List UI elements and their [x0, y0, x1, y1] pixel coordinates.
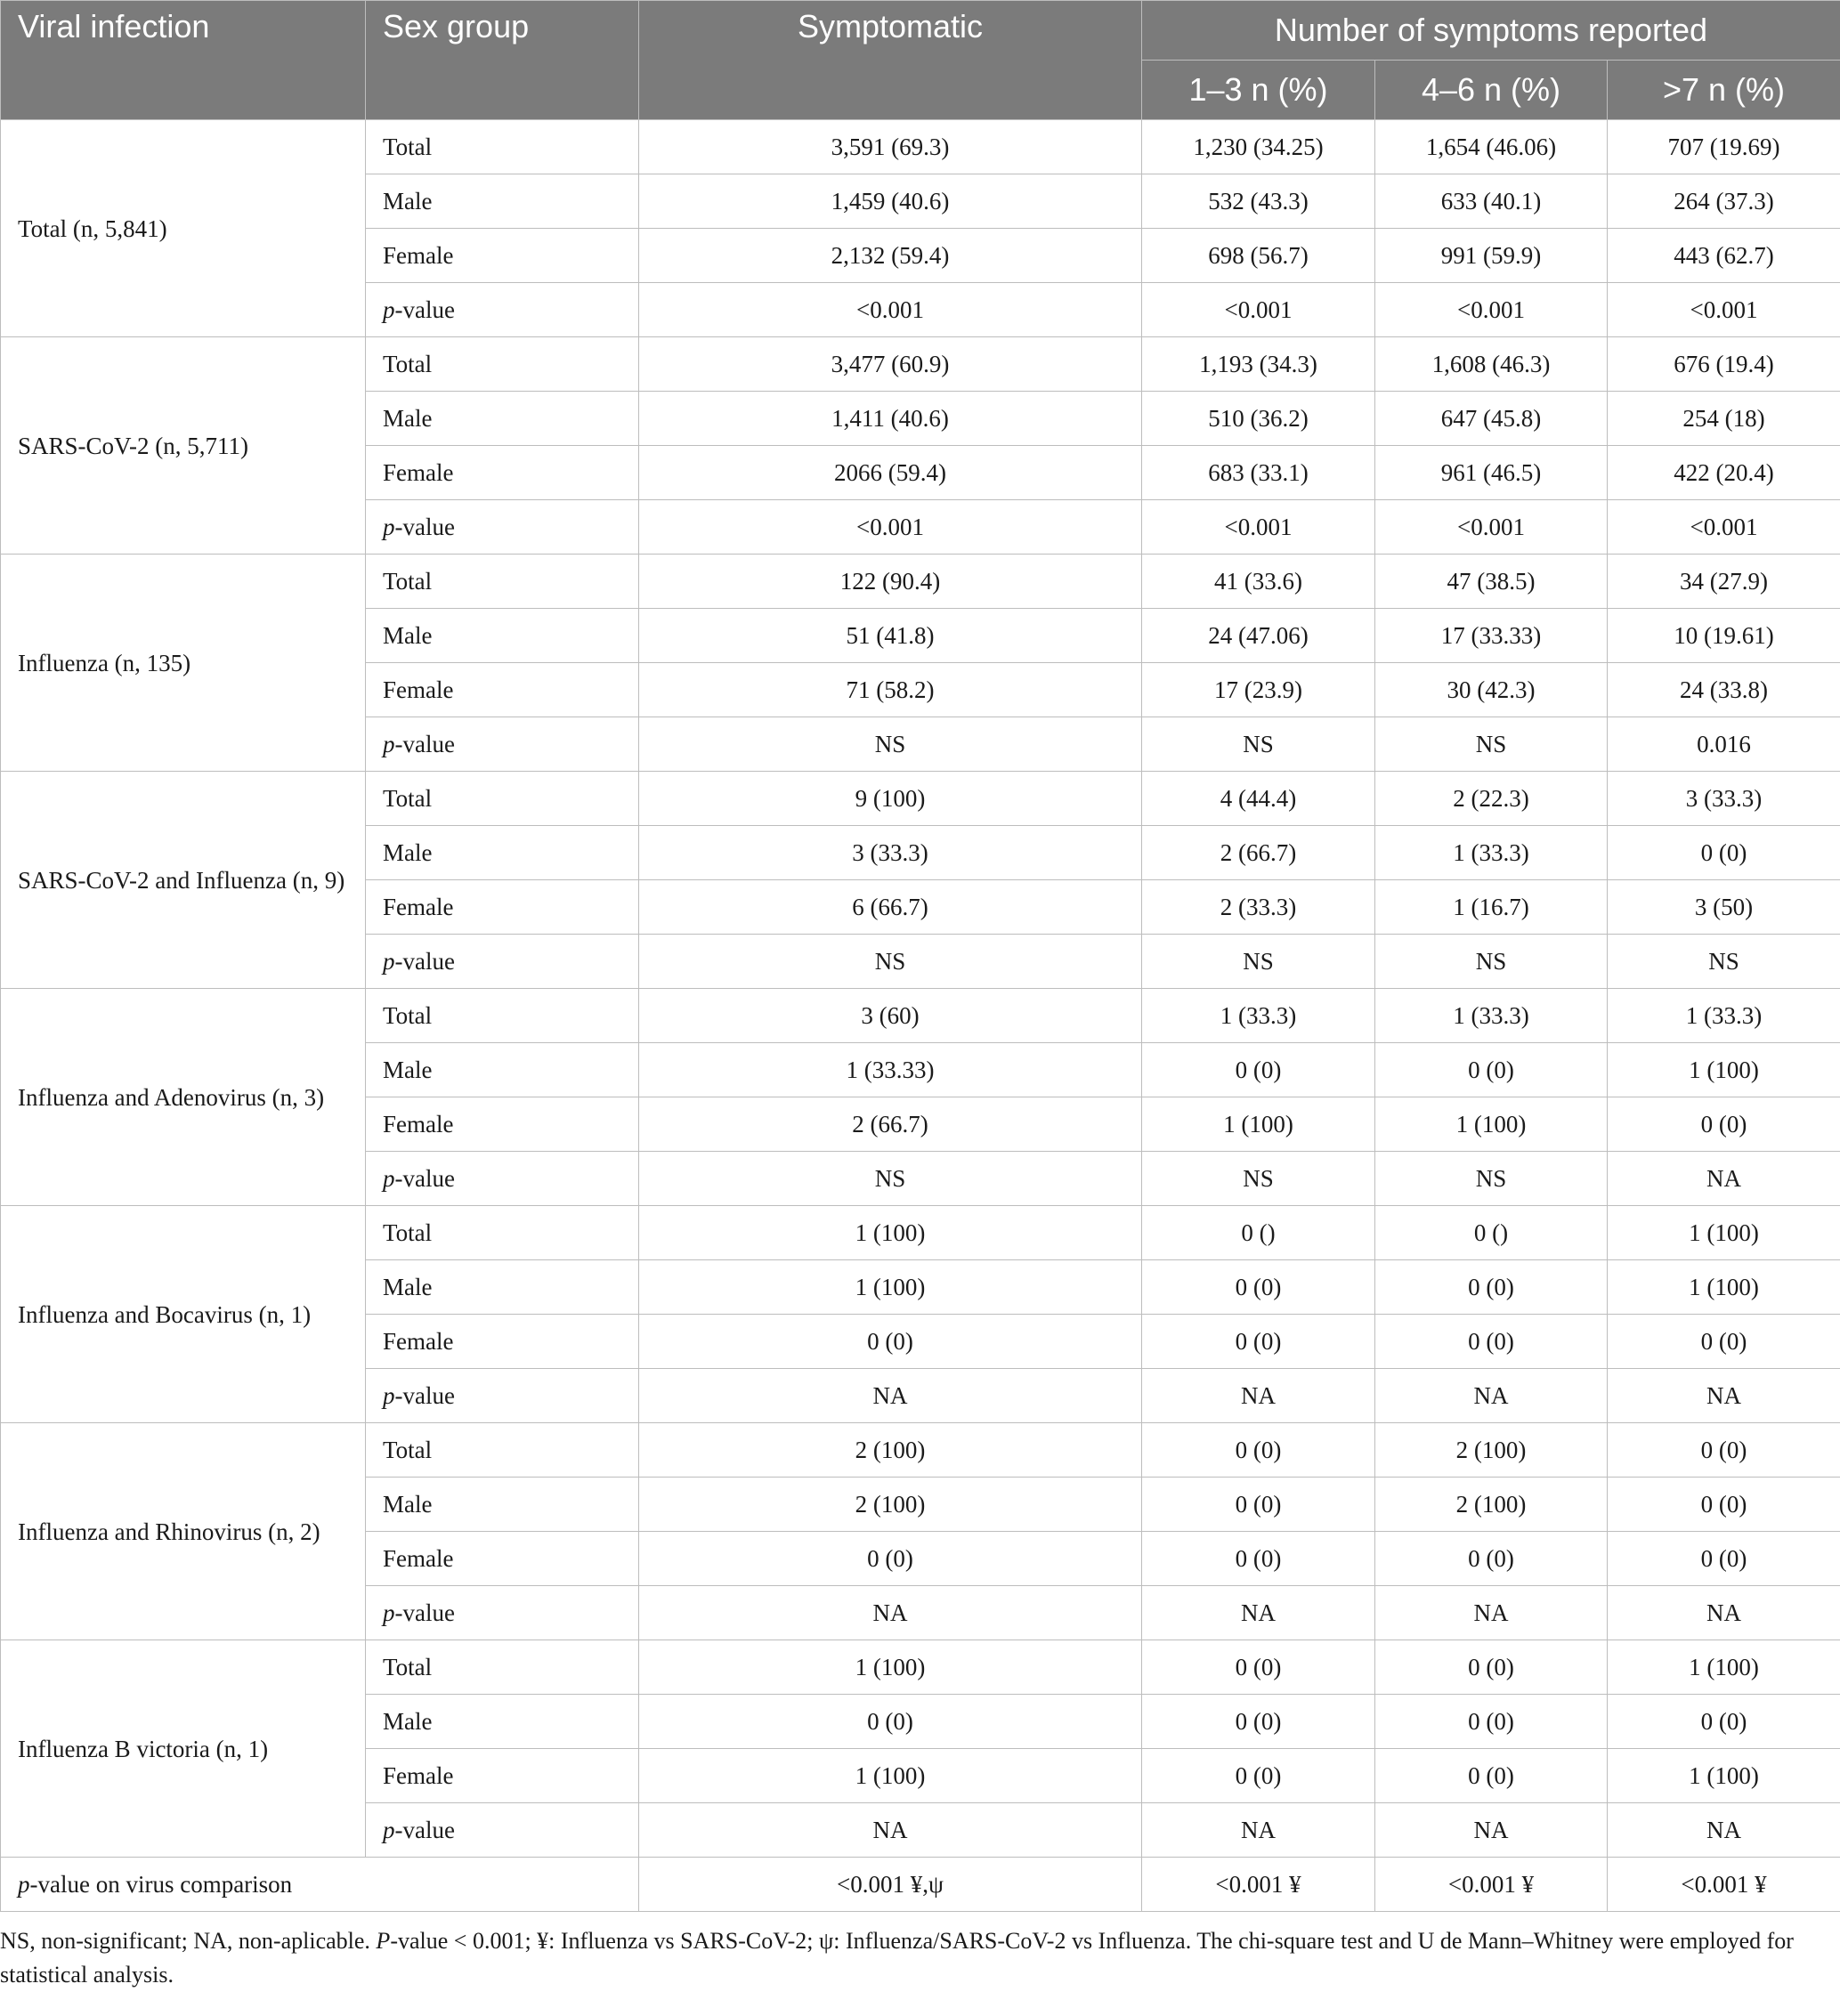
- symptomatic-cell: 3,477 (60.9): [639, 337, 1142, 392]
- range-4-6-cell: NA: [1375, 1803, 1608, 1858]
- sex-group-cell: Male: [366, 1478, 639, 1532]
- symptomatic-cell: NS: [639, 1152, 1142, 1206]
- sex-group-cell: [366, 500, 639, 555]
- range-4-6-cell: NA: [1375, 1369, 1608, 1423]
- sex-group-cell: Female: [366, 1315, 639, 1369]
- range-gt7-cell: 0 (0): [1608, 1097, 1840, 1152]
- p-italic: p: [383, 1816, 395, 1843]
- range-gt7-cell: <0.001: [1608, 500, 1840, 555]
- symptomatic-cell: <0.001: [639, 283, 1142, 337]
- table-row: [1, 772, 1840, 826]
- range-4-6-cell: 991 (59.9): [1375, 229, 1608, 283]
- sex-group-cell: Male: [366, 826, 639, 880]
- symptomatic-cell: 3,591 (69.3): [639, 120, 1142, 174]
- range-1-3-cell: 0 (0): [1142, 1260, 1375, 1315]
- range-4-6-cell: 0 (0): [1375, 1695, 1608, 1749]
- header-sex-group: Sex group: [366, 1, 639, 120]
- range-4-6-cell: 0 (0): [1375, 1640, 1608, 1695]
- sex-group-cell: Total: [366, 989, 639, 1043]
- symptomatic-cell: 0 (0): [639, 1532, 1142, 1586]
- sex-group-cell: Female: [366, 446, 639, 500]
- range-1-3-cell: 0 (0): [1142, 1043, 1375, 1097]
- range-4-6-cell: 1,654 (46.06): [1375, 120, 1608, 174]
- symptomatic-cell: 1,459 (40.6): [639, 174, 1142, 229]
- sex-group-cell: Female: [366, 229, 639, 283]
- range-4-6-cell: 2 (22.3): [1375, 772, 1608, 826]
- range-4-6-cell: 1 (100): [1375, 1097, 1608, 1152]
- footnote-part1: NS, non-significant; NA, non-aplicable.: [0, 1928, 377, 1954]
- range-gt7-cell: NS: [1608, 935, 1840, 989]
- symptomatic-cell: 2 (66.7): [639, 1097, 1142, 1152]
- sex-group-cell: Male: [366, 174, 639, 229]
- sex-group-cell: Male: [366, 1695, 639, 1749]
- range-4-6-cell: 17 (33.33): [1375, 609, 1608, 663]
- range-1-3-cell: 1 (33.3): [1142, 989, 1375, 1043]
- virus-group-label: Influenza B victoria (n, 1): [1, 1640, 366, 1858]
- range-4-6-cell: NA: [1375, 1586, 1608, 1640]
- range-gt7-cell: 254 (18): [1608, 392, 1840, 446]
- range-gt7-cell: 676 (19.4): [1608, 337, 1840, 392]
- range-gt7-cell: 443 (62.7): [1608, 229, 1840, 283]
- comparison-range-4-6: <0.001 ¥: [1375, 1858, 1608, 1912]
- table-row: [1, 120, 1840, 174]
- symptomatic-cell: 122 (90.4): [639, 555, 1142, 609]
- range-4-6-cell: 0 (0): [1375, 1315, 1608, 1369]
- sex-group-cell: [366, 1152, 639, 1206]
- sex-group-cell: Female: [366, 663, 639, 717]
- range-gt7-cell: 707 (19.69): [1608, 120, 1840, 174]
- range-1-3-cell: 2 (33.3): [1142, 880, 1375, 935]
- range-1-3-cell: 1,193 (34.3): [1142, 337, 1375, 392]
- sex-group-cell: [366, 283, 639, 337]
- symptomatic-cell: <0.001: [639, 500, 1142, 555]
- range-1-3-cell: 0 (0): [1142, 1315, 1375, 1369]
- p-italic: p: [383, 1164, 395, 1192]
- table-body: [1, 120, 1840, 1912]
- range-1-3-cell: NS: [1142, 935, 1375, 989]
- sex-group-cell: [366, 1803, 639, 1858]
- comparison-symptomatic: <0.001 ¥,ψ: [639, 1858, 1142, 1912]
- range-4-6-cell: 1 (33.3): [1375, 989, 1608, 1043]
- virus-group-label: Influenza and Bocavirus (n, 1): [1, 1206, 366, 1423]
- sex-group-cell: Female: [366, 880, 639, 935]
- sex-group-cell: Male: [366, 1043, 639, 1097]
- sex-group-cell: Total: [366, 1423, 639, 1478]
- range-gt7-cell: 0 (0): [1608, 826, 1840, 880]
- p-italic: p: [383, 730, 395, 757]
- p-value-label: -value: [394, 1381, 455, 1409]
- symptomatic-cell: 9 (100): [639, 772, 1142, 826]
- range-4-6-cell: 633 (40.1): [1375, 174, 1608, 229]
- range-gt7-cell: NA: [1608, 1152, 1840, 1206]
- sex-group-cell: Male: [366, 392, 639, 446]
- table-row: [1, 1640, 1840, 1695]
- range-gt7-cell: 10 (19.61): [1608, 609, 1840, 663]
- table-header: [1, 1, 1840, 120]
- range-gt7-cell: NA: [1608, 1369, 1840, 1423]
- symptomatic-cell: NS: [639, 935, 1142, 989]
- header-viral-infection: Viral infection: [1, 1, 366, 120]
- range-1-3-cell: 0 (0): [1142, 1695, 1375, 1749]
- range-1-3-cell: NS: [1142, 1152, 1375, 1206]
- range-1-3-cell: 1,230 (34.25): [1142, 120, 1375, 174]
- sex-group-cell: [366, 1369, 639, 1423]
- range-4-6-cell: 0 (0): [1375, 1749, 1608, 1803]
- range-gt7-cell: NA: [1608, 1803, 1840, 1858]
- symptomatic-cell: 1,411 (40.6): [639, 392, 1142, 446]
- sex-group-cell: [366, 935, 639, 989]
- range-1-3-cell: 4 (44.4): [1142, 772, 1375, 826]
- footnote-p-italic: P: [376, 1928, 391, 1954]
- symptomatic-cell: 1 (100): [639, 1260, 1142, 1315]
- range-1-3-cell: 24 (47.06): [1142, 609, 1375, 663]
- range-1-3-cell: 2 (66.7): [1142, 826, 1375, 880]
- range-1-3-cell: <0.001: [1142, 283, 1375, 337]
- symptomatic-cell: NA: [639, 1803, 1142, 1858]
- comparison-range-1-3: <0.001 ¥: [1142, 1858, 1375, 1912]
- symptomatic-cell: 6 (66.7): [639, 880, 1142, 935]
- virus-group-label: Influenza and Adenovirus (n, 3): [1, 989, 366, 1206]
- header-number-of-symptoms: Number of symptoms reported: [1142, 1, 1840, 61]
- symptomatic-cell: 2066 (59.4): [639, 446, 1142, 500]
- range-gt7-cell: 1 (100): [1608, 1640, 1840, 1695]
- range-4-6-cell: 30 (42.3): [1375, 663, 1608, 717]
- symptomatic-cell: NA: [639, 1586, 1142, 1640]
- sex-group-cell: Total: [366, 1206, 639, 1260]
- sex-group-cell: [366, 1586, 639, 1640]
- range-gt7-cell: 264 (37.3): [1608, 174, 1840, 229]
- range-1-3-cell: NA: [1142, 1369, 1375, 1423]
- range-4-6-cell: <0.001: [1375, 283, 1608, 337]
- range-gt7-cell: 0.016: [1608, 717, 1840, 772]
- header-range-4-6: 4–6 n (%): [1375, 61, 1608, 120]
- range-4-6-cell: 47 (38.5): [1375, 555, 1608, 609]
- table-row: [1, 555, 1840, 609]
- range-gt7-cell: 24 (33.8): [1608, 663, 1840, 717]
- sex-group-cell: Female: [366, 1532, 639, 1586]
- symptomatic-cell: 1 (100): [639, 1749, 1142, 1803]
- range-1-3-cell: 0 (0): [1142, 1640, 1375, 1695]
- symptomatic-cell: NS: [639, 717, 1142, 772]
- p-value-label: -value: [394, 1599, 455, 1626]
- range-1-3-cell: 683 (33.1): [1142, 446, 1375, 500]
- range-gt7-cell: <0.001: [1608, 283, 1840, 337]
- range-1-3-cell: NS: [1142, 717, 1375, 772]
- range-4-6-cell: 0 (0): [1375, 1532, 1608, 1586]
- range-4-6-cell: 961 (46.5): [1375, 446, 1608, 500]
- range-1-3-cell: 510 (36.2): [1142, 392, 1375, 446]
- range-gt7-cell: 422 (20.4): [1608, 446, 1840, 500]
- range-4-6-cell: NS: [1375, 717, 1608, 772]
- range-1-3-cell: 0 (0): [1142, 1749, 1375, 1803]
- range-gt7-cell: 0 (0): [1608, 1423, 1840, 1478]
- range-4-6-cell: 2 (100): [1375, 1423, 1608, 1478]
- p-value-label: -value: [394, 1164, 455, 1192]
- symptomatic-cell: 1 (100): [639, 1640, 1142, 1695]
- symptomatic-cell: 3 (60): [639, 989, 1142, 1043]
- sex-group-cell: Total: [366, 555, 639, 609]
- p-value-label: -value: [394, 1816, 455, 1843]
- range-gt7-cell: 1 (100): [1608, 1043, 1840, 1097]
- virus-group-label: SARS-CoV-2 (n, 5,711): [1, 337, 366, 555]
- range-4-6-cell: 1 (16.7): [1375, 880, 1608, 935]
- virus-group-label: Influenza and Rhinovirus (n, 2): [1, 1423, 366, 1640]
- range-gt7-cell: 3 (50): [1608, 880, 1840, 935]
- range-4-6-cell: 1 (33.3): [1375, 826, 1608, 880]
- symptomatic-cell: 1 (100): [639, 1206, 1142, 1260]
- range-1-3-cell: 0 (0): [1142, 1423, 1375, 1478]
- table-row: [1, 1423, 1840, 1478]
- header-range-gt7: >7 n (%): [1608, 61, 1840, 120]
- p-italic: p: [383, 947, 395, 975]
- symptomatic-cell: 0 (0): [639, 1315, 1142, 1369]
- range-1-3-cell: 1 (100): [1142, 1097, 1375, 1152]
- symptomatic-cell: 2 (100): [639, 1423, 1142, 1478]
- p-italic: p: [383, 1381, 395, 1409]
- symptomatic-cell: NA: [639, 1369, 1142, 1423]
- range-4-6-cell: 0 (): [1375, 1206, 1608, 1260]
- sex-group-cell: Female: [366, 1097, 639, 1152]
- range-4-6-cell: 647 (45.8): [1375, 392, 1608, 446]
- sex-group-cell: Male: [366, 1260, 639, 1315]
- range-1-3-cell: 698 (56.7): [1142, 229, 1375, 283]
- range-gt7-cell: 1 (100): [1608, 1749, 1840, 1803]
- range-4-6-cell: NS: [1375, 935, 1608, 989]
- comparison-label-text: -value on virus comparison: [29, 1870, 293, 1898]
- p-value-label: -value: [394, 730, 455, 757]
- range-4-6-cell: 2 (100): [1375, 1478, 1608, 1532]
- range-gt7-cell: 3 (33.3): [1608, 772, 1840, 826]
- range-1-3-cell: NA: [1142, 1586, 1375, 1640]
- symptomatic-cell: 3 (33.3): [639, 826, 1142, 880]
- range-gt7-cell: 0 (0): [1608, 1478, 1840, 1532]
- sex-group-cell: Male: [366, 609, 639, 663]
- range-1-3-cell: 0 (): [1142, 1206, 1375, 1260]
- symptomatic-cell: 0 (0): [639, 1695, 1142, 1749]
- table-row: [1, 989, 1840, 1043]
- symptomatic-cell: 51 (41.8): [639, 609, 1142, 663]
- range-gt7-cell: 0 (0): [1608, 1695, 1840, 1749]
- range-gt7-cell: 1 (100): [1608, 1260, 1840, 1315]
- range-4-6-cell: <0.001: [1375, 500, 1608, 555]
- symptomatic-cell: 2,132 (59.4): [639, 229, 1142, 283]
- virus-group-label: Total (n, 5,841): [1, 120, 366, 337]
- p-value-label: -value: [394, 513, 455, 540]
- range-1-3-cell: NA: [1142, 1803, 1375, 1858]
- sex-group-cell: Total: [366, 337, 639, 392]
- range-gt7-cell: 0 (0): [1608, 1315, 1840, 1369]
- range-gt7-cell: 34 (27.9): [1608, 555, 1840, 609]
- range-gt7-cell: 0 (0): [1608, 1532, 1840, 1586]
- range-1-3-cell: 0 (0): [1142, 1478, 1375, 1532]
- sex-group-cell: Female: [366, 1749, 639, 1803]
- range-1-3-cell: <0.001: [1142, 500, 1375, 555]
- comparison-row: [1, 1858, 1840, 1912]
- p-value-label: -value: [394, 296, 455, 323]
- table-row: [1, 337, 1840, 392]
- header-range-1-3: 1–3 n (%): [1142, 61, 1375, 120]
- virus-group-label: Influenza (n, 135): [1, 555, 366, 772]
- symptomatic-cell: 71 (58.2): [639, 663, 1142, 717]
- comparison-range-gt7: <0.001 ¥: [1608, 1858, 1840, 1912]
- range-gt7-cell: NA: [1608, 1586, 1840, 1640]
- range-gt7-cell: 1 (33.3): [1608, 989, 1840, 1043]
- range-4-6-cell: 0 (0): [1375, 1260, 1608, 1315]
- range-1-3-cell: 41 (33.6): [1142, 555, 1375, 609]
- sex-group-cell: [366, 717, 639, 772]
- comparison-label: [1, 1858, 639, 1912]
- table-footnote: [0, 1912, 1840, 1992]
- p-value-label: -value: [394, 947, 455, 975]
- range-4-6-cell: 0 (0): [1375, 1043, 1608, 1097]
- p-italic: p: [383, 1599, 395, 1626]
- range-1-3-cell: 532 (43.3): [1142, 174, 1375, 229]
- sex-group-cell: Total: [366, 772, 639, 826]
- p-italic: p: [383, 513, 395, 540]
- symptomatic-cell: 1 (33.33): [639, 1043, 1142, 1097]
- range-4-6-cell: 1,608 (46.3): [1375, 337, 1608, 392]
- virus-group-label: SARS-CoV-2 and Influenza (n, 9): [1, 772, 366, 989]
- range-4-6-cell: NS: [1375, 1152, 1608, 1206]
- range-gt7-cell: 1 (100): [1608, 1206, 1840, 1260]
- table-row: [1, 1206, 1840, 1260]
- header-symptomatic: Symptomatic: [639, 1, 1142, 120]
- p-italic: p: [18, 1870, 30, 1898]
- range-1-3-cell: 0 (0): [1142, 1532, 1375, 1586]
- footnote-part2: -value < 0.001; ¥: Influenza vs SARS-CoV-2; ψ: Influenza/SARS-CoV-2 vs Influenza. The chi-square test and U de Mann–Whitney were employed for statistical analysis.: [0, 1928, 1800, 1988]
- p-italic: p: [383, 296, 395, 323]
- range-1-3-cell: 17 (23.9): [1142, 663, 1375, 717]
- sex-group-cell: Total: [366, 1640, 639, 1695]
- sex-group-cell: Total: [366, 120, 639, 174]
- symptomatic-cell: 2 (100): [639, 1478, 1142, 1532]
